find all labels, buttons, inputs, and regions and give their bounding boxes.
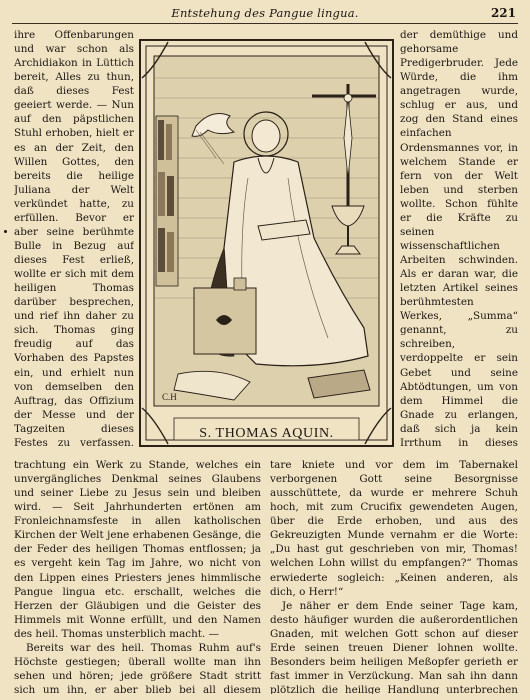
margin-mark bbox=[4, 230, 7, 233]
page-header bbox=[0, 6, 530, 24]
text-column-left bbox=[14, 28, 134, 448]
paragraph: Bereits war des heil. Thomas Ruhm auf's Höchste gestiegen; überall wollte man ihn sehen und hören; jede größere Stadt stritt sich um ihn, er aber blieb bei all diesem bbox=[14, 641, 261, 694]
text-column-right bbox=[400, 28, 518, 448]
saint-thomas-engraving bbox=[138, 38, 395, 448]
page-number: 221 bbox=[490, 6, 516, 20]
paragraph: trachtung ein Werk zu Stande, welches ein unvergängliches Denkmal seines Glaubens und seiner Liebe zu Jesus sein und bleiben wird. — Seit Jahrhunderten ertönen am Fronleichnamsfeste in allen katholischen Kirchen der Welt jene erhabenen Gesänge, die der Feder des heiligen Thomas entflossen; ja es vergeht kein Tag im Jahre, wo nicht von den Lippen eines Priesters jenes himmlische Pangue lingua etc. erschallt, welches die Herzen der Gläubigen und die Geister des Himmels mit Wonne erfüllt, und den Namen des heil. Thomas unsterblich macht. — bbox=[14, 459, 261, 640]
artist-monogram: C.H bbox=[162, 392, 177, 402]
header-rule bbox=[12, 23, 518, 24]
paragraph: tare kniete und vor dem im Tabernakel verborgenen Gott seine Besorgnisse ausschüttete, da wurde er mehrere Schuh hoch, mit zum Crucifix gewendeten Augen, über die Erde erhoben, und aus des Gekreuzigten Munde vernahm er die Worte: „Du hast gut geschrieben von mir, Thomas! welchen Lohn willst du empfangen?“ Thomas erwiederte sogleich: „Keinen anderen, als dich, o Herr!“ bbox=[270, 459, 518, 598]
running-title: Entstehung des Pangue lingua. bbox=[171, 6, 359, 20]
text-column-bottom-left bbox=[14, 458, 261, 694]
illustration-plate bbox=[138, 38, 395, 448]
text-column-bottom-right bbox=[270, 458, 518, 694]
paragraph: Je näher er dem Ende seiner Tage kam, desto häufiger wurden die außerordentlichen Gnaden, mit welchen Gott schon auf dieser Erde seinen treuen Diener lohnen wollte. Besonders beim heiligen Meßopfer gerieth er fast immer in Verzückung. Man sah ihn dann plötzlich die heilige Handlung unterbrechen bbox=[270, 599, 518, 694]
paragraph: der demüthige und gehorsame Predigerbruder. Jede Würde, die ihm angetragen wurde, schlug er aus, und zog den Stand eines einfachen Ordensmannes vor, in welchem Stande er fern von der Welt leben und sterben wollte. Schon fühlte er die Kräfte zu seinen wissenschaftlichen Arbeiten schwinden. Als er daran war, die letzten Artikel seines berühmtesten Werkes, „Summa“ genannt, zu schreiben, verdoppelte er sein Gebet und seine Abtödtungen, um von dem Himmel die Gnade zu erlangen, daß sich ja kein Irrthum in dieses bbox=[400, 29, 518, 448]
illustration-caption: S. THOMAS AQUIN. bbox=[199, 426, 334, 441]
paragraph: ihre Offenbarungen und war schon als Archidiakon in Lüttich bereit, Alles zu thun, daß dieses Fest geeiert werde. — Nun auf den päpstlichen Stuhl erhoben, hielt er es an der Zeit, den Willen Gottes, den bereits die heilige Juliana der Welt verkündet hatte, zu erfüllen. Bevor er aber seine berühmte Bulle in Bezug auf dieses Fest erließ, wollte er sich mit dem heiligen Thomas darüber besprechen, und rief ihn daher zu sich. Thomas ging freudig auf das Vorhaben des Papstes ein, und erhielt nun von demselben den Auftrag, das Offizium der Messe und der Tagzeiten dieses Festes zu verfassen. bbox=[14, 29, 134, 448]
